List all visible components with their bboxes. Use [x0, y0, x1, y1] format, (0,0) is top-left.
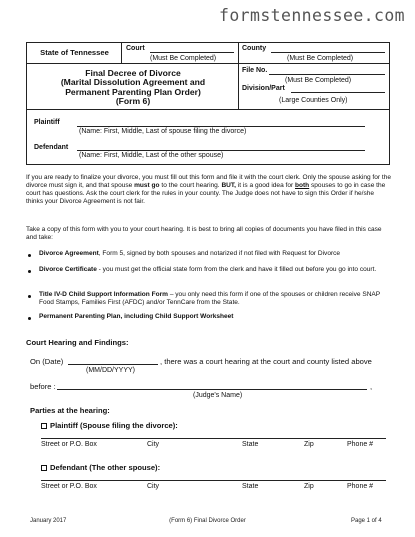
bullet-item [39, 266, 391, 274]
title-line-4: (Form 6) [115, 96, 151, 107]
hearing-heading: Court Hearing and Findings: [26, 338, 129, 347]
title-line-3: Permanent Parenting Plan Order) [65, 86, 201, 97]
case-header-box [26, 42, 390, 110]
bullet-title: Permanent Parenting Plan, including Child Support Worksheet [39, 313, 234, 320]
plaintiff-check-label: Plaintiff (Spouse filing the divorce): [50, 421, 178, 430]
division-line[interactable] [291, 92, 385, 93]
defendant-checkbox[interactable] [41, 465, 47, 471]
plaintiff-label: Plaintiff [34, 119, 60, 126]
county-cell [239, 43, 389, 63]
before-label: before : [30, 382, 56, 391]
file-no-line[interactable] [269, 74, 385, 75]
intro-text-4: spouses to go in case the court has questions. Ask the court clerk for the rules in your county. The Judge does not have to sign this Order if he/she thinks your Divorce Agreement is not fair. [26, 182, 386, 206]
judge-comma: , [370, 382, 373, 391]
intro-must-go: must go [134, 182, 160, 190]
division-note: (Large Counties Only) [279, 97, 348, 104]
addr-col-phone: Phone # [347, 483, 374, 490]
judge-name-line[interactable] [57, 389, 367, 390]
on-date-label: On (Date) [30, 357, 64, 366]
defendant-note: (Name: First, Middle, Last of the other spouse) [79, 152, 224, 159]
county-note: (Must Be Completed) [287, 55, 354, 62]
bullet-title: Divorce Agreement [39, 250, 99, 257]
bullet-item [39, 313, 391, 321]
plaintiff-line[interactable] [77, 126, 365, 127]
addr-col-city: City [147, 483, 160, 490]
division-label: Division/Part [242, 85, 285, 92]
intro-text-3: it is a good idea for [237, 182, 294, 190]
bullet-text: - you must get the official state form from the clerk and have it filled out before you go into court. [96, 266, 377, 273]
file-no-label: File No. [242, 67, 268, 74]
bullet-dot [28, 295, 31, 298]
judge-note: (Judge's Name) [193, 392, 243, 399]
state-cell [27, 43, 122, 63]
intro-text: If you are ready to finalize your divorce, you must fill out this form and file it with the court clerk. Only the spouse asking for the divorce must sign it, and that spouse [26, 174, 391, 190]
county-line[interactable] [271, 52, 385, 53]
file-cell [239, 64, 389, 109]
court-label: Court [126, 45, 145, 52]
defendant-label: Defendant [34, 144, 69, 151]
date-format-note: (MM/DD/YYYY) [86, 367, 135, 374]
title-cell [27, 64, 239, 109]
intro-paragraph-2: Take a copy of this form with you to your court hearing. It is best to bring all copies of documents you have filed in this case and take: [26, 226, 382, 242]
addr-col-street: Street or P.O. Box [41, 441, 97, 448]
addr-col-zip: Zip [304, 441, 314, 448]
addr-col-state: State [242, 441, 259, 448]
parties-heading: Parties at the hearing: [30, 406, 110, 415]
title-line-2: (Marital Dissolution Agreement and [60, 77, 206, 88]
defendant-check-label: Defendant (The other spouse): [50, 463, 161, 472]
court-cell [122, 43, 239, 63]
bullet-item [39, 291, 391, 307]
county-label: County [242, 45, 267, 52]
court-line[interactable] [150, 52, 234, 53]
bullet-dot [28, 254, 31, 257]
defendant-check-row [41, 463, 160, 472]
intro-text-2: to the court hearing. [161, 182, 220, 190]
addr-col-city: City [147, 441, 160, 448]
file-no-note: (Must Be Completed) [285, 77, 352, 84]
addr-col-state: State [242, 483, 259, 490]
state-label: State of Tennessee [40, 48, 109, 57]
intro-paragraph-1 [26, 174, 392, 206]
bullet-text: – you only need this form if one of the spouses or children receive SNAP Food Stamps, Families First (AFDC) and/or TennCare from the State. [39, 291, 381, 307]
intro-but: BUT, [221, 182, 237, 190]
plaintiff-address-line[interactable] [41, 438, 386, 439]
footer-page: Page 1 of 4 [351, 518, 382, 524]
addr-col-zip: Zip [304, 483, 314, 490]
bullet-text: , Form 5, signed by both spouses and notarized if not filed with Request for Divorce [98, 250, 341, 257]
addr-col-phone: Phone # [347, 441, 374, 448]
form-title [27, 69, 239, 107]
defendant-address-line[interactable] [41, 480, 386, 481]
bullet-title: Divorce Certificate [39, 266, 97, 273]
court-note: (Must Be Completed) [150, 55, 217, 62]
header-top-row [27, 43, 389, 64]
footer-date: January 2017 [30, 518, 67, 524]
site-watermark: formstennessee.com [218, 6, 405, 25]
title-line-1: Final Decree of Divorce [85, 68, 181, 78]
parties-box [26, 110, 390, 165]
on-date-tail: , there was a court hearing at the court and county listed above [160, 357, 372, 366]
intro-both: both [295, 182, 310, 190]
bullet-dot [28, 317, 31, 320]
defendant-line[interactable] [77, 150, 365, 151]
plaintiff-note: (Name: First, Middle, Last of spouse filing the divorce) [79, 128, 247, 135]
bullet-item [39, 250, 391, 258]
footer-form: (Form 6) Final Divorce Order [169, 518, 246, 524]
bullet-title: Title IV-D Child Support Information Form [39, 291, 168, 298]
plaintiff-check-row [41, 421, 178, 430]
addr-col-street: Street or P.O. Box [41, 483, 97, 490]
bullet-dot [28, 270, 31, 273]
plaintiff-checkbox[interactable] [41, 423, 47, 429]
hearing-date-line[interactable] [68, 364, 158, 365]
